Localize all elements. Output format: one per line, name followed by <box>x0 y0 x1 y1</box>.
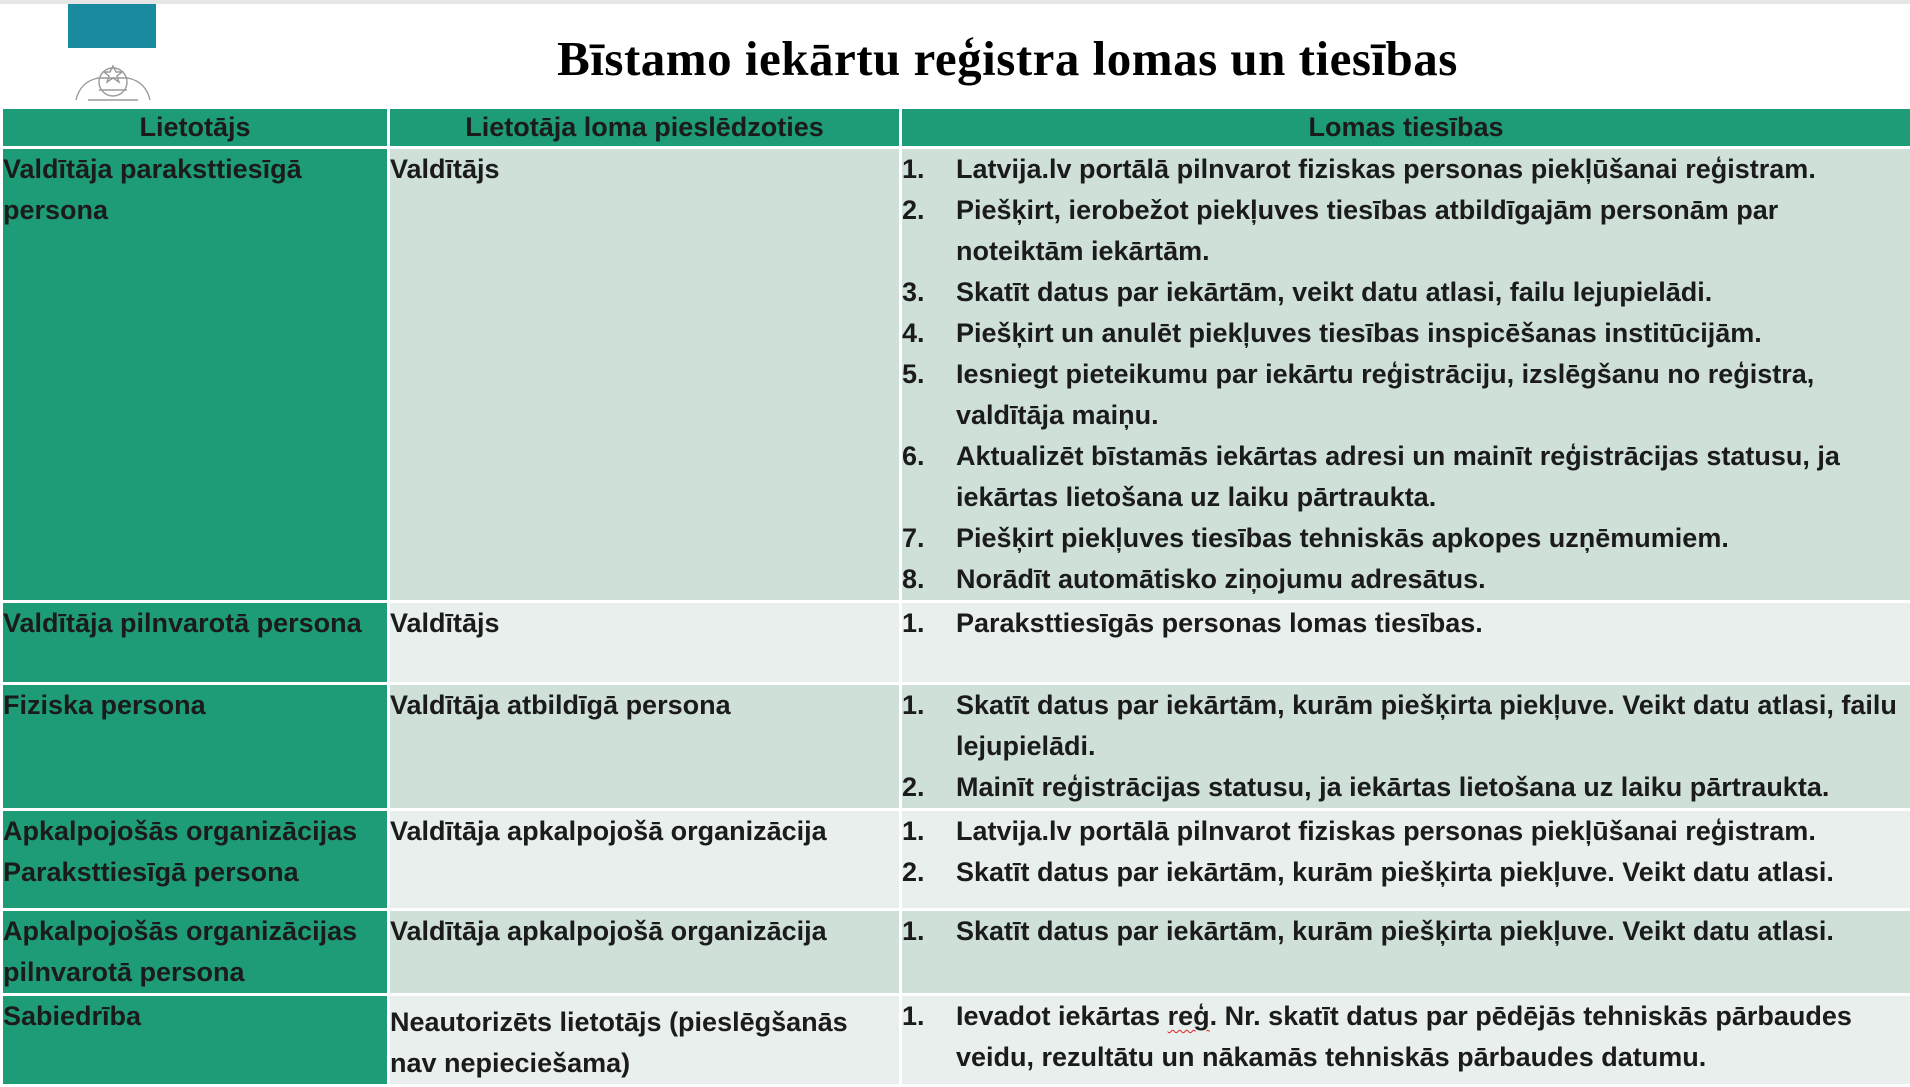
item-text: Latvija.lv portālā pilnvarot fiziskas personas piekļūšanai reģistram. <box>956 811 1910 852</box>
table-row <box>2 910 1910 995</box>
item-number: 1. <box>902 911 956 952</box>
item-number: 2. <box>902 190 956 272</box>
list-item <box>902 996 1910 1078</box>
item-text: Latvija.lv portālā pilnvarot fiziskas personas piekļūšanai reģistram. <box>956 149 1910 190</box>
rights-list <box>902 149 1910 600</box>
table-row <box>2 684 1910 810</box>
list-item <box>902 190 1910 272</box>
list-item <box>902 911 1910 952</box>
table-header-row <box>2 108 1910 148</box>
item-text: Paraksttiesīgās personas lomas tiesības. <box>956 603 1910 644</box>
item-text: Piešķirt, ierobežot piekļuves tiesības atbildīgajām personām par noteiktām iekārtām. <box>956 190 1910 272</box>
item-number: 1. <box>902 811 956 852</box>
role-cell: Valdītājs <box>389 148 901 602</box>
spellcheck-flagged-word: reģ <box>1168 1001 1210 1031</box>
user-cell: Sabiedrība <box>2 995 389 1086</box>
item-number: 1. <box>902 685 956 767</box>
table-row <box>2 810 1910 910</box>
role-cell: Valdītāja apkalpojošā organizācija <box>389 810 901 910</box>
rights-cell <box>901 602 1910 684</box>
item-number: 7. <box>902 518 956 559</box>
user-cell: Apkalpojošās organizācijas Paraksttiesīgā persona <box>2 810 389 910</box>
list-item <box>902 852 1910 893</box>
item-text: Skatīt datus par iekārtām, veikt datu atlasi, failu lejupielādi. <box>956 272 1910 313</box>
item-text: Iesniegt pieteikumu par iekārtu reģistrāciju, izslēgšanu no reģistra, valdītāja maiņu. <box>956 354 1910 436</box>
header-user: Lietotājs <box>2 108 389 148</box>
item-number: 5. <box>902 354 956 436</box>
item-text: Piešķirt piekļuves tiesības tehniskās apkopes uzņēmumiem. <box>956 518 1910 559</box>
user-cell: Fiziska persona <box>2 684 389 810</box>
list-item <box>902 811 1910 852</box>
item-text-start: Ievadot iekārtas <box>956 1001 1168 1031</box>
list-item <box>902 559 1910 600</box>
rights-cell <box>901 810 1910 910</box>
rights-cell <box>901 684 1910 810</box>
rights-list <box>902 603 1910 644</box>
user-cell: Valdītāja pilnvarotā persona <box>2 602 389 684</box>
rights-cell <box>901 910 1910 995</box>
item-number: 6. <box>902 436 956 518</box>
page-title: Bīstamo iekārtu reģistra lomas un tiesības <box>0 30 1910 87</box>
item-number: 8. <box>902 559 956 600</box>
item-number: 3. <box>902 272 956 313</box>
list-item <box>902 436 1910 518</box>
list-item <box>902 149 1910 190</box>
item-number: 1. <box>902 996 956 1078</box>
table-row <box>2 148 1910 602</box>
item-number: 2. <box>902 852 956 893</box>
table-row <box>2 995 1910 1086</box>
list-item <box>902 313 1910 354</box>
header-rights: Lomas tiesības <box>901 108 1910 148</box>
list-item <box>902 272 1910 313</box>
rights-list <box>902 811 1910 893</box>
role-cell: Neautorizēts lietotājs (pieslēgšanās nav nepieciešama) <box>389 995 901 1086</box>
list-item <box>902 767 1910 808</box>
item-text: Norādīt automātisko ziņojumu adresātus. <box>956 559 1910 600</box>
top-border <box>0 0 1910 4</box>
role-cell: Valdītāja apkalpojošā organizācija <box>389 910 901 995</box>
item-text: Skatīt datus par iekārtām, kurām piešķirta piekļuve. Veikt datu atlasi, failu lejupielādi. <box>956 685 1910 767</box>
item-text <box>956 996 1910 1078</box>
role-cell: Valdītāja atbildīgā persona <box>389 684 901 810</box>
rights-list <box>902 996 1910 1078</box>
item-number: 1. <box>902 603 956 644</box>
rights-list <box>902 685 1910 808</box>
header-role: Lietotāja loma pieslēdzoties <box>389 108 901 148</box>
table-row <box>2 602 1910 684</box>
item-number: 1. <box>902 149 956 190</box>
role-cell: Valdītājs <box>389 602 901 684</box>
item-text: Mainīt reģistrācijas statusu, ja iekārtas lietošana uz laiku pārtraukta. <box>956 767 1910 808</box>
user-cell: Valdītāja paraksttiesīgā persona <box>2 148 389 602</box>
item-number: 4. <box>902 313 956 354</box>
list-item <box>902 603 1910 644</box>
list-item <box>902 354 1910 436</box>
item-text: Aktualizēt bīstamās iekārtas adresi un mainīt reģistrācijas statusu, ja iekārtas lietošana uz laiku pārtraukta. <box>956 436 1910 518</box>
list-item <box>902 518 1910 559</box>
rights-list <box>902 911 1910 952</box>
item-text: Skatīt datus par iekārtām, kurām piešķirta piekļuve. Veikt datu atlasi. <box>956 852 1910 893</box>
rights-cell <box>901 995 1910 1086</box>
user-cell: Apkalpojošās organizācijas pilnvarotā persona <box>2 910 389 995</box>
item-text-end: . Nr. skatīt datus par pēdējās tehniskās pārbaudes veidu, rezultātu un nākamās tehniskās pārbaudes datumu. <box>956 1001 1852 1072</box>
item-number: 2. <box>902 767 956 808</box>
item-text: Skatīt datus par iekārtām, kurām piešķirta piekļuve. Veikt datu atlasi. <box>956 911 1910 952</box>
rights-cell <box>901 148 1910 602</box>
item-text: Piešķirt un anulēt piekļuves tiesības inspicēšanas institūcijām. <box>956 313 1910 354</box>
roles-table <box>0 106 1910 1087</box>
list-item <box>902 685 1910 767</box>
